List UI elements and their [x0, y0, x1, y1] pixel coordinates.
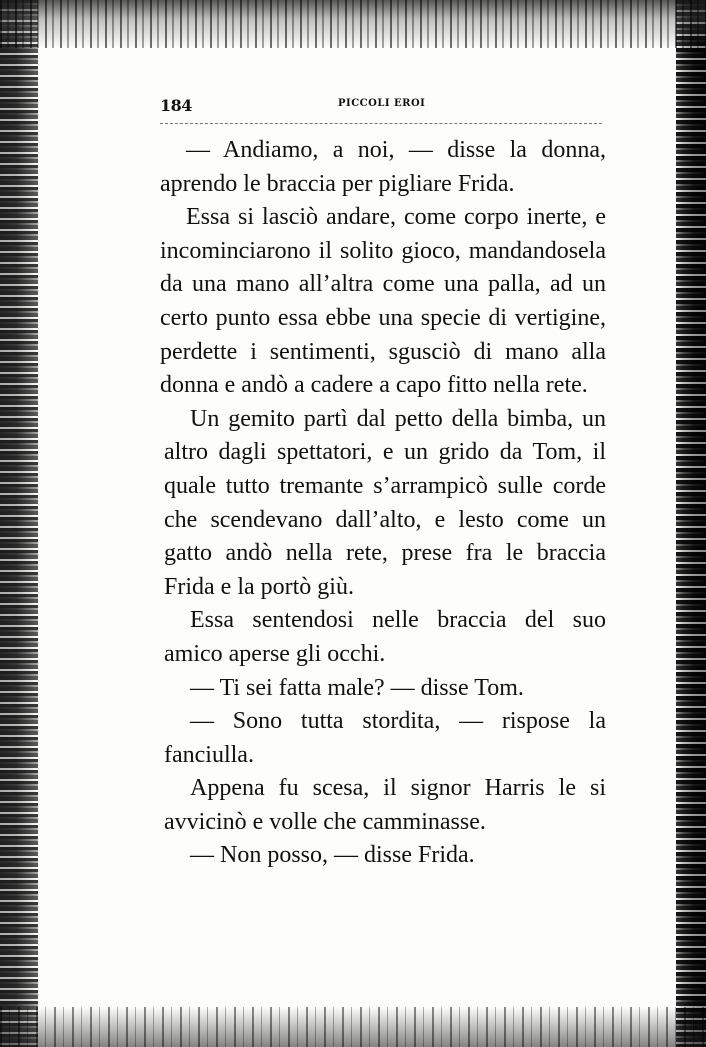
paragraph: — Non posso, — disse Frida. — [190, 842, 475, 869]
paragraph: — Sono tutta stordita, — rispose la fanciulla. — [164, 708, 606, 768]
paragraph: Un gemito partì dal petto della bimba, un altro dagli spettatori, e un grido da Tom, il quale tutto tremante s’arrampicò sulle corde che scendevano dall’alto, e lesto come un gatto andò nella rete, prese fra le braccia Frida e la portò giù. — [164, 405, 606, 600]
scan-edge-right — [676, 0, 706, 1047]
scan-edge-top — [0, 0, 706, 48]
page-number: 184 — [160, 96, 192, 115]
running-head — [160, 96, 602, 116]
scan-edge-left — [0, 0, 38, 1047]
scan-edge-bottom — [0, 1007, 706, 1047]
running-title: PICCOLI EROI — [338, 98, 426, 109]
paragraph: — Ti sei fatta male? — disse Tom. — [190, 674, 524, 701]
paragraph: — Andiamo, a noi, — disse la donna, aprendo le braccia per pigliare Frida. — [160, 137, 606, 197]
header-rule — [160, 123, 602, 124]
paragraph: Essa sentendosi nelle braccia del suo amico aperse gli occhi. — [164, 607, 606, 667]
paragraph: Appena fu scesa, il signor Harris le si avvicinò e volle che camminasse. — [164, 775, 606, 835]
paragraph: Essa si lasciò andare, come corpo inerte, e incominciarono il solito gioco, mandandosela da una mano all’altra come una palla, ad un certo punto essa ebbe una specie di vertigine, perdette i sentimenti, sgusciò di mano alla donna e andò a cadere a capo fitto nella rete. — [160, 204, 606, 399]
body-text — [160, 134, 606, 873]
